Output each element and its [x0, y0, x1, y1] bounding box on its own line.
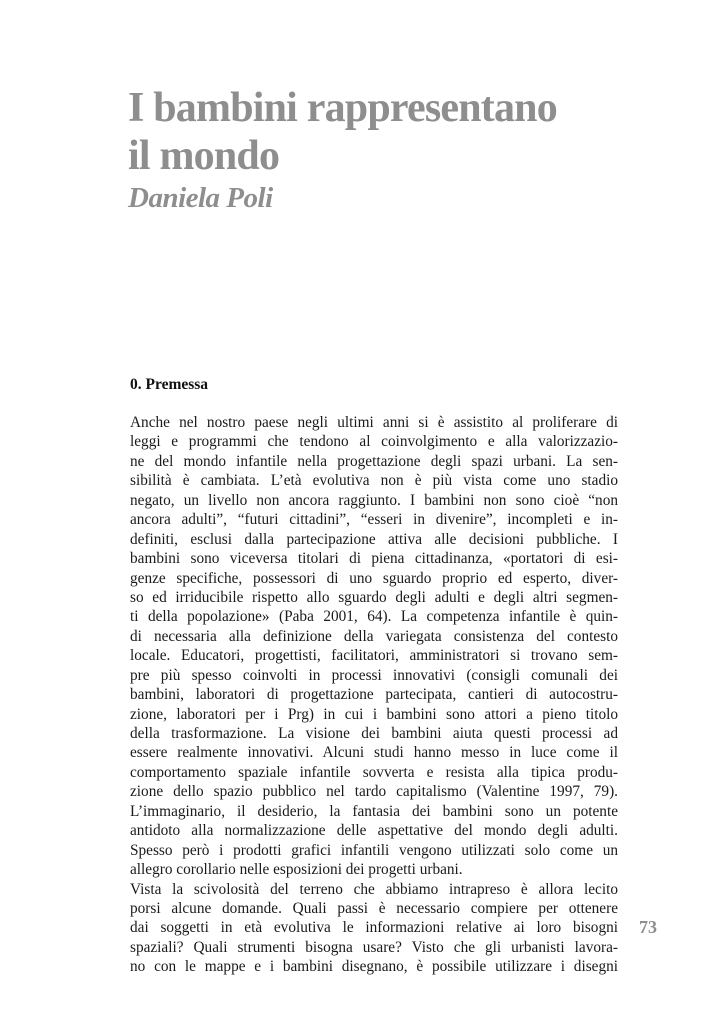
- body-line: genze specifiche, possessori di uno sguardo proprio ed esperto, diver-: [130, 569, 618, 587]
- body-line: bambini, laboratori di progettazione partecipata, cantieri di autocostru-: [130, 686, 618, 704]
- body-line: essere realmente innovativi. Alcuni studi hanno messo in luce come il: [130, 744, 618, 762]
- body-line: della trasformazione. La visione dei bambini aiuta questi processi ad: [130, 725, 618, 742]
- page-number: 73: [639, 917, 657, 937]
- author-name: Daniela Poli: [128, 182, 273, 214]
- body-line: ti della popolazione» (Paba 2001, 64). La competenza infantile è quin-: [130, 608, 618, 626]
- body-paragraphs: [130, 413, 618, 977]
- body-line: bambini sono viceversa titolari di piena cittadinanza, «portatori di esi-: [130, 550, 618, 568]
- body-line: Vista la scivolosità del terreno che abbiamo intrapreso è allora lecito: [130, 880, 618, 898]
- body-line: spaziali? Quali strumenti bisogna usare? Visto che gli urbanisti lavora-: [130, 938, 618, 956]
- body-line: Anche nel nostro paese negli ultimi anni si è assistito al proliferare di: [130, 414, 618, 431]
- body-line: antidoto alla normalizzazione delle aspettative del mondo degli adulti.: [130, 822, 618, 840]
- chapter-title-line-1: I bambini rappresentano: [128, 85, 557, 131]
- body-line: locale. Educatori, progettisti, facilitatori, amministratori si trovano sem-: [130, 647, 618, 665]
- body-line: di necessaria alla definizione della variegata consistenza del contesto: [130, 627, 618, 645]
- body-line: zione dello spazio pubblico nel tardo capitalismo (Valentine 1997, 79).: [130, 783, 618, 801]
- body-line: sibilità è cambiata. L’età evolutiva non è più vista come uno stadio: [130, 472, 618, 490]
- body-line: L’immaginario, il desiderio, la fantasia dei bambini sono un potente: [130, 802, 618, 820]
- body-line: definiti, esclusi dalla partecipazione attiva alle decisioni pubbliche. I: [130, 530, 618, 548]
- body-line: allegro corollario nelle esposizioni dei progetti urbani.: [130, 861, 463, 879]
- body-line: comportamento spaziale infantile sovverta e resista alla tipica produ-: [130, 763, 618, 781]
- body-line: so ed irriducibile rispetto allo sguardo degli adulti e degli altri segmen-: [130, 588, 618, 606]
- body-line: dai soggetti in età evolutiva le informazioni relative ai loro bisogni: [130, 919, 618, 937]
- body-line: leggi e programmi che tendono al coinvolgimento e alla valorizzazio-: [130, 433, 618, 451]
- body-line: no con le mappe e i bambini disegnano, è possibile utilizzare i disegni: [130, 958, 618, 976]
- body-line: porsi alcune domande. Quali passi è necessario compiere per ottenere: [130, 899, 618, 917]
- body-line: zione, laboratori per i Prg) in cui i bambini sono attori a pieno titolo: [130, 705, 618, 723]
- chapter-title-line-2: il mondo: [128, 133, 280, 179]
- body-line: ne del mondo infantile nella progettazione degli spazi urbani. La sen-: [130, 452, 618, 470]
- section-heading: 0. Premessa: [130, 376, 209, 393]
- body-line: negato, un livello non ancora raggiunto. I bambini non sono cioè “non: [130, 491, 618, 509]
- body-line: pre più spesso coinvolti in processi innovativi (consigli comunali dei: [130, 666, 618, 684]
- chapter-title: [128, 84, 557, 180]
- body-line: Spesso però i prodotti grafici infantili vengono utilizzati solo come un: [130, 841, 618, 859]
- body-line: ancora adulti”, “futuri cittadini”, “esseri in divenire”, incompleti e in-: [130, 511, 618, 529]
